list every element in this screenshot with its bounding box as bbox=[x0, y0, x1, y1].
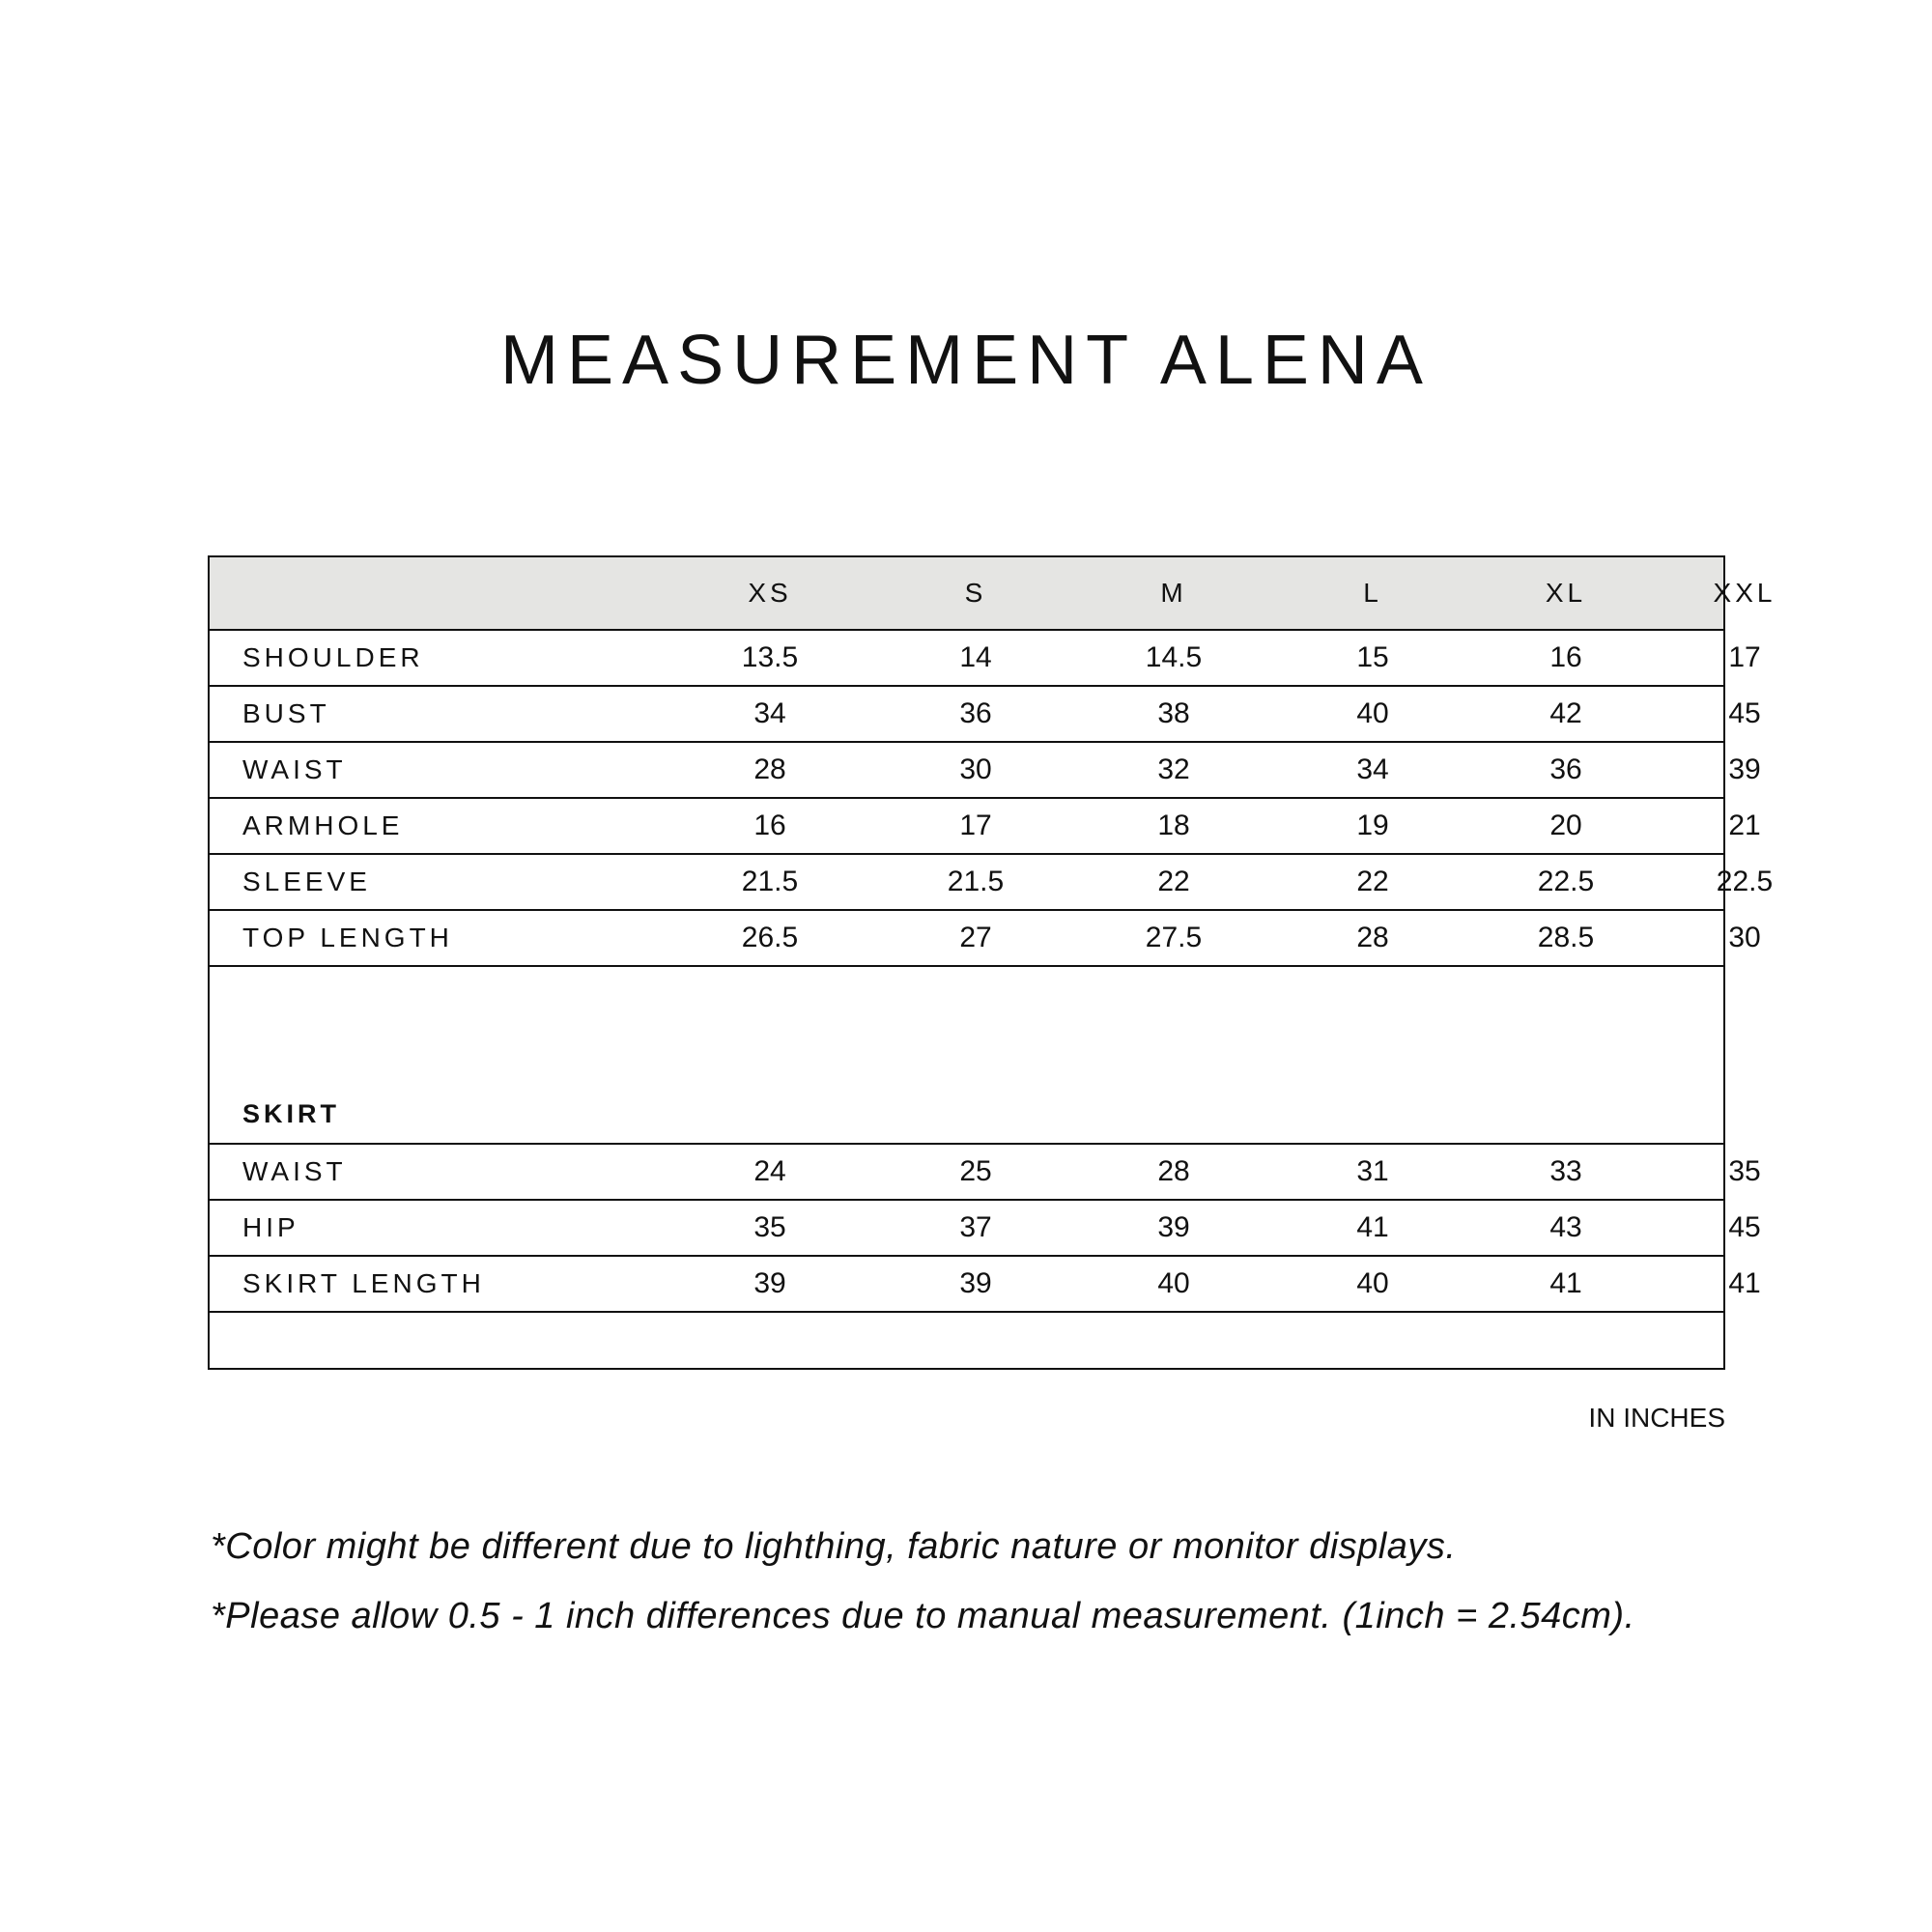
color-disclaimer: *Color might be different due to lighthing, fabric nature or monitor displays. bbox=[211, 1526, 1457, 1567]
table-row-armhole bbox=[210, 799, 1761, 855]
table-cell: 35 bbox=[1728, 1155, 1761, 1187]
row-label: HIP bbox=[242, 1212, 299, 1242]
table-cell: 15 bbox=[1356, 641, 1389, 673]
table-cell: 43 bbox=[1549, 1211, 1582, 1243]
table-cell: 37 bbox=[959, 1211, 992, 1243]
table-cell: 28 bbox=[1157, 1155, 1190, 1187]
table-cell: 26.5 bbox=[741, 922, 799, 953]
row-label: TOP LENGTH bbox=[242, 923, 453, 952]
table-cell: 22.5 bbox=[1537, 866, 1595, 897]
table-cell: 39 bbox=[1728, 753, 1761, 785]
table-cell: 42 bbox=[1549, 697, 1582, 729]
table-cell: 18 bbox=[1157, 810, 1190, 841]
table-cell: 14.5 bbox=[1145, 641, 1203, 673]
table-row-skirt-waist bbox=[210, 1145, 1761, 1201]
table-cell: 19 bbox=[1356, 810, 1389, 841]
table-cell: 33 bbox=[1549, 1155, 1582, 1187]
table-row-skirt-length bbox=[210, 1257, 1761, 1313]
table-cell: 34 bbox=[1356, 753, 1389, 785]
table-cell: 34 bbox=[753, 697, 786, 729]
table-cell: 24 bbox=[753, 1155, 786, 1187]
table-cell: 22 bbox=[1356, 866, 1389, 897]
row-label: WAIST bbox=[242, 754, 347, 784]
table-cell: 22 bbox=[1157, 866, 1190, 897]
table-empty-row bbox=[210, 1313, 1723, 1373]
table-row-sleeve bbox=[210, 855, 1774, 911]
row-label: SKIRT LENGTH bbox=[242, 1268, 485, 1298]
table-cell: 36 bbox=[1549, 753, 1582, 785]
table-cell: 28 bbox=[1356, 922, 1389, 953]
size-header-m: M bbox=[1160, 578, 1187, 608]
table-cell: 17 bbox=[959, 810, 992, 841]
table-cell: 31 bbox=[1356, 1155, 1389, 1187]
table-cell: 39 bbox=[959, 1267, 992, 1299]
row-label: BUST bbox=[242, 698, 330, 728]
table-row-waist bbox=[210, 743, 1761, 799]
units-note: IN INCHES bbox=[1588, 1403, 1725, 1433]
table-cell: 28.5 bbox=[1537, 922, 1595, 953]
table-cell: 35 bbox=[753, 1211, 786, 1243]
size-header-xxl: XXL bbox=[1713, 578, 1776, 608]
skirt-section-header bbox=[210, 967, 1723, 1145]
size-header-l: L bbox=[1363, 578, 1382, 608]
table-cell: 21.5 bbox=[947, 866, 1005, 897]
table-cell: 27 bbox=[959, 922, 992, 953]
table-cell: 13.5 bbox=[741, 641, 799, 673]
table-cell: 40 bbox=[1356, 697, 1389, 729]
table-header-row bbox=[210, 557, 1776, 631]
table-cell: 45 bbox=[1728, 1211, 1761, 1243]
size-chart-table bbox=[208, 555, 1776, 1370]
table-cell: 30 bbox=[1728, 922, 1761, 953]
table-row-bust bbox=[210, 687, 1761, 743]
table-cell: 25 bbox=[959, 1155, 992, 1187]
table-row-hip bbox=[210, 1201, 1761, 1257]
table-cell: 41 bbox=[1356, 1211, 1389, 1243]
row-label: ARMHOLE bbox=[242, 810, 404, 840]
table-cell: 40 bbox=[1356, 1267, 1389, 1299]
page-title: MEASUREMENT ALENA bbox=[500, 322, 1432, 399]
table-row-shoulder bbox=[210, 631, 1761, 687]
table-cell: 41 bbox=[1728, 1267, 1761, 1299]
table-cell: 22.5 bbox=[1716, 866, 1774, 897]
table-cell: 14 bbox=[959, 641, 992, 673]
skirt-section-label: SKIRT bbox=[242, 1099, 340, 1128]
table-cell: 20 bbox=[1549, 810, 1582, 841]
measurement-disclaimer: *Please allow 0.5 - 1 inch differences due to manual measurement. (1inch = 2.54cm). bbox=[211, 1596, 1635, 1636]
table-cell: 39 bbox=[753, 1267, 786, 1299]
size-header-s: S bbox=[964, 578, 987, 608]
size-header-xs: XS bbox=[748, 578, 792, 608]
table-cell: 16 bbox=[1549, 641, 1582, 673]
table-cell: 39 bbox=[1157, 1211, 1190, 1243]
row-label: SLEEVE bbox=[242, 867, 371, 896]
size-header-xl: XL bbox=[1545, 578, 1587, 608]
table-row-top-length bbox=[210, 911, 1761, 967]
row-label: SHOULDER bbox=[242, 642, 424, 672]
table-cell: 30 bbox=[959, 753, 992, 785]
table-cell: 40 bbox=[1157, 1267, 1190, 1299]
table-cell: 38 bbox=[1157, 697, 1190, 729]
table-cell: 21.5 bbox=[741, 866, 799, 897]
table-cell: 21 bbox=[1728, 810, 1761, 841]
table-cell: 32 bbox=[1157, 753, 1190, 785]
table-cell: 16 bbox=[753, 810, 786, 841]
table-cell: 45 bbox=[1728, 697, 1761, 729]
table-cell: 27.5 bbox=[1145, 922, 1203, 953]
row-label: WAIST bbox=[242, 1156, 347, 1186]
table-cell: 41 bbox=[1549, 1267, 1582, 1299]
table-cell: 28 bbox=[753, 753, 786, 785]
table-cell: 17 bbox=[1728, 641, 1761, 673]
table-cell: 36 bbox=[959, 697, 992, 729]
